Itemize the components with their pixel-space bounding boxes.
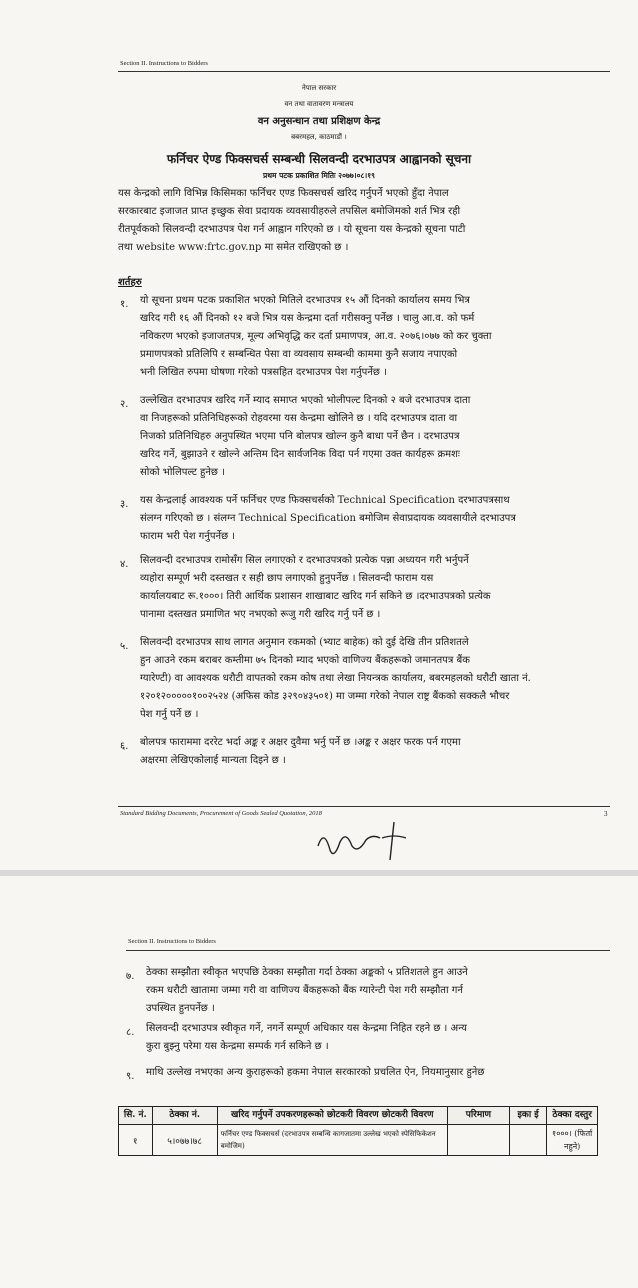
term-line: खरिद गरी १६ औं दिनको १२ बजे भित्र यस केन्द्रमा दर्ता गरीसक्नु पर्नेछ । चालु आ.व. को फर्म [140, 313, 475, 324]
col-header-description: खरिद गर्नुपर्ने उपकरणहरूको छोटकरी विवरण छोटकरी विवरण [217, 1107, 447, 1125]
term-line: ग्यारेण्टी) वा आवश्यक धरौटी वापतको रकम कोष तथा लेखा नियन्त्रक कार्यालय, बबरमहलको धरौटी खाता नं. [140, 673, 531, 684]
footer-text: Standard Bidding Documents, Procurement of Goods Sealed Quotation, 2018 [120, 810, 322, 817]
term-number: १. [120, 299, 129, 310]
term-line: कार्यालयबाट रू.१०००। तिरी आर्थिक प्रशासन शाखाबाट खरिद गर्न सकिने छ ।दरभाउपत्रको प्रत्येक [140, 591, 491, 602]
term-line: अक्षरमा लेखिएकोलाई मान्यता दिइने छ । [140, 755, 286, 766]
term-line: नविकरण भएको इजाजतपत्र, मूल्य अभिवृद्धि कर दर्ता प्रमाणपत्र, आ.व. २०७६।०७७ को कर चुक्ता [140, 331, 492, 342]
term-number: ८. [126, 1027, 135, 1038]
term-line: हुन आउने रकम बराबर कम्तीमा ७५ दिनको म्याद भएको वाणिज्य बैंकहरूको जमानतपत्र बैंक [140, 655, 470, 666]
term-number: २. [120, 399, 129, 410]
cell-contract-no: ५।०७७।७८ [152, 1125, 217, 1156]
term-paragraph [140, 292, 620, 382]
term-line: सिलवन्दी दरभाउपत्र स्वीकृत गर्ने, नगर्ने सम्पूर्ण अधिकार यस केन्द्रमा निहित रहने छ । अन्य [146, 1023, 467, 1034]
term-number: ३. [120, 499, 129, 510]
section-header: Section II. Instructions to Bidders [128, 938, 216, 945]
term-line: उल्लेखित दरभाउपत्र खरिद गर्ने म्याद समाप्त भएको भोलीपल्ट दिनको २ बजे दरभाउपत्र दाता [140, 395, 471, 406]
page-number: 3 [604, 810, 608, 818]
org-address: बबरमहल, काठमाडौं । [291, 133, 347, 141]
signature-icon [310, 816, 420, 866]
term-line: माथि उल्लेख नभएका अन्य कुराहरूको हकमा नेपाल सरकारको प्रचलित ऐन, नियमानुसार हुनेछ [146, 1067, 485, 1078]
col-header-quantity: परिमाण [447, 1107, 509, 1125]
intro-line: यस केन्द्रको लागि विभिन्न किसिमका फर्निचर एण्ड फिक्सचर्स खरिद गर्नुपर्ने भएको हुँदा नेपाल [118, 188, 449, 199]
footer-rule [118, 806, 610, 807]
publish-date: प्रथम पटक प्रकाशित मितिः २०७७।०८।१९ [262, 171, 376, 180]
term-line: खरिद गर्ने, बुझाउने र खोल्ने अन्तिम दिन सार्वजनिक विदा पर्न गएमा उक्त कार्यहरू क्रमशः [140, 449, 460, 460]
term-line: संलग्न गरिएको छ । संलग्न Technical Specification बमोजिम सेवाप्रदायक व्यवसायीले दरभाउपत्र [140, 513, 516, 524]
section-header: Section II. Instructions to Bidders [120, 60, 208, 67]
intro-line: सरकारबाट इजाजत प्राप्त इच्छुक सेवा प्रदायक व्यवसायीहरुले तपसिल बमोजिमको शर्त भित्र रही [118, 206, 461, 217]
cell-description: फर्निचर एण्ड फिक्सचर्स (दरभाउपत्र सम्बन्धि कागजातमा उल्लेख भएको स्पेसिफिकेशन बमोजिम) [217, 1125, 447, 1156]
term-paragraph [140, 392, 620, 482]
cell-unit [509, 1125, 546, 1156]
term-paragraph [140, 734, 620, 770]
term-paragraph [140, 492, 620, 546]
term-number: ७. [126, 971, 135, 982]
cell-quantity [447, 1125, 509, 1156]
term-line: पानामा दस्तखत प्रमाणित भए नभएको रूजु गरी खरिद गर्नु पर्ने छ । [140, 609, 381, 620]
term-line: बोलपत्र फाराममा दररेट भर्दा अङ्क र अक्षर दुवैमा भर्नु पर्ने छ ।अङ्क र अक्षर फरक पर्न गएमा [140, 737, 461, 748]
term-line: यस केन्द्रलाई आवश्यक पर्ने फर्निचर एण्ड फिक्सचर्सको Technical Specification दरभाउपत्रसाथ [140, 495, 510, 506]
term-line: सिलवन्दी दरभाउपत्र साथ लागत अनुमान रकमको (भ्याट बाहेक) को दुई देखि तीन प्रतिशतले [140, 637, 469, 648]
term-number: ९. [126, 1071, 135, 1082]
intro-line: रीतपूर्वकको सिलवन्दी दरभाउपत्र पेश गर्न आह्वान गरिएको छ । यो सूचना यस केन्द्रको सूचना पाटी [118, 224, 466, 235]
document-page-2 [0, 876, 638, 1288]
term-paragraph [146, 1064, 614, 1082]
term-line: भनी लिखित रुपमा घोषणा गरेको पत्रसहित दरभाउपत्र पेश गर्नुपर्नेछ । [140, 367, 387, 378]
term-number: ६. [120, 741, 129, 752]
cell-sn: १ [119, 1125, 153, 1156]
term-paragraph [146, 964, 614, 1018]
term-paragraph [140, 634, 620, 724]
intro-paragraph [118, 185, 613, 257]
table-header-row [119, 1107, 598, 1125]
term-line: यो सूचना प्रथम पटक प्रकाशित भएको मितिले दरभाउपत्र १५ औं दिनको कार्यालय समय भित्र [140, 295, 470, 306]
cell-fee: १०००। (फिर्ता नहुने) [547, 1125, 598, 1156]
notice-title: फर्निचर ऐण्ड फिक्सचर्स सम्बन्धी सिलवन्दी दरभाउपत्र आह्वानको सूचना [166, 152, 472, 166]
intro-line: तथा website www:frtc.gov.np मा समेत राखिएको छ । [118, 242, 349, 253]
term-line: सिलवन्दी दरभाउपत्र रामोसँग सिल लगाएको र दरभाउपत्रको प्रत्येक पन्ना अध्ययन गरी भर्नुपर्ने [140, 555, 469, 566]
term-paragraph [140, 552, 620, 624]
term-line: ठेक्का सम्झौता स्वीकृत भएपछि ठेक्का सम्झौता गर्दा ठेक्का अङ्कको ५ प्रतिशतले हुन आउने [146, 967, 468, 978]
term-line: वा निजहरूको प्रतिनिधिहरूको रोहवरमा यस केन्द्रमा खोलिने छ । यदि दरभाउपत्र दाता वा [140, 413, 458, 424]
header-rule [126, 950, 610, 951]
header-rule [118, 71, 610, 72]
term-line: प्रमाणपत्रको प्रतिलिपि र सम्बन्धित पेसा वा व्यवसाय सम्बन्धी काममा कुनै सजाय नपाएको [140, 349, 458, 360]
col-header-contract-no: ठेक्का नं. [152, 1107, 217, 1125]
term-number: ४. [120, 559, 129, 570]
table-row [119, 1125, 598, 1156]
term-line: उपस्थित हुनपर्नेछ । [146, 1003, 215, 1014]
col-header-fee: ठेक्का दस्तुर [547, 1107, 598, 1125]
term-line: १२०१२०००००१००२५२४ (अफिस कोड ३२९०४३५०१) मा जम्मा गरेको नेपाल राष्ट्र बैंकको सक्कलै भौचर [140, 691, 510, 702]
org-name: वन अनुसन्धान तथा प्रशिक्षण केन्द्र [257, 116, 381, 127]
term-paragraph [146, 1020, 614, 1056]
term-line: फाराम भरी पेश गर्नुपर्नेछ । [140, 531, 236, 542]
items-table [118, 1106, 598, 1156]
term-line: पेश गर्नु पर्ने छ । [140, 709, 199, 720]
term-line: व्यहोरा सम्पूर्ण भरी दस्तखत र सही छाप लगाएको हुनुपर्नेछ । सिलवन्दी फाराम यस [140, 573, 434, 584]
terms-heading: शर्तहरु [118, 277, 142, 288]
ministry-name: वन तथा वातावरण मन्त्रालय [284, 100, 354, 108]
term-number: ५. [120, 641, 129, 652]
gov-name: नेपाल सरकार [301, 84, 337, 92]
term-line: कुरा बुझ्नु परेमा यस केन्द्रमा सम्पर्क गर्न सकिने छ । [146, 1041, 329, 1052]
term-line: रकम धरौटी खातामा जम्मा गरी वा वाणिज्य बैंकहरूको बैंक ग्यारेन्टी पेश गरी सम्झौता गर्न [146, 985, 463, 996]
col-header-sn: सि. नं. [119, 1107, 153, 1125]
col-header-unit: इका ई [509, 1107, 546, 1125]
term-line: निजको प्रतिनिधिहरु अनुपस्थित भएमा पनि बोलपत्र खोल्न कुनै बाधा पर्ने छैन । दरभाउपत्र [140, 431, 460, 442]
term-line: सोको भोलिपल्ट हुनेछ । [140, 467, 225, 478]
